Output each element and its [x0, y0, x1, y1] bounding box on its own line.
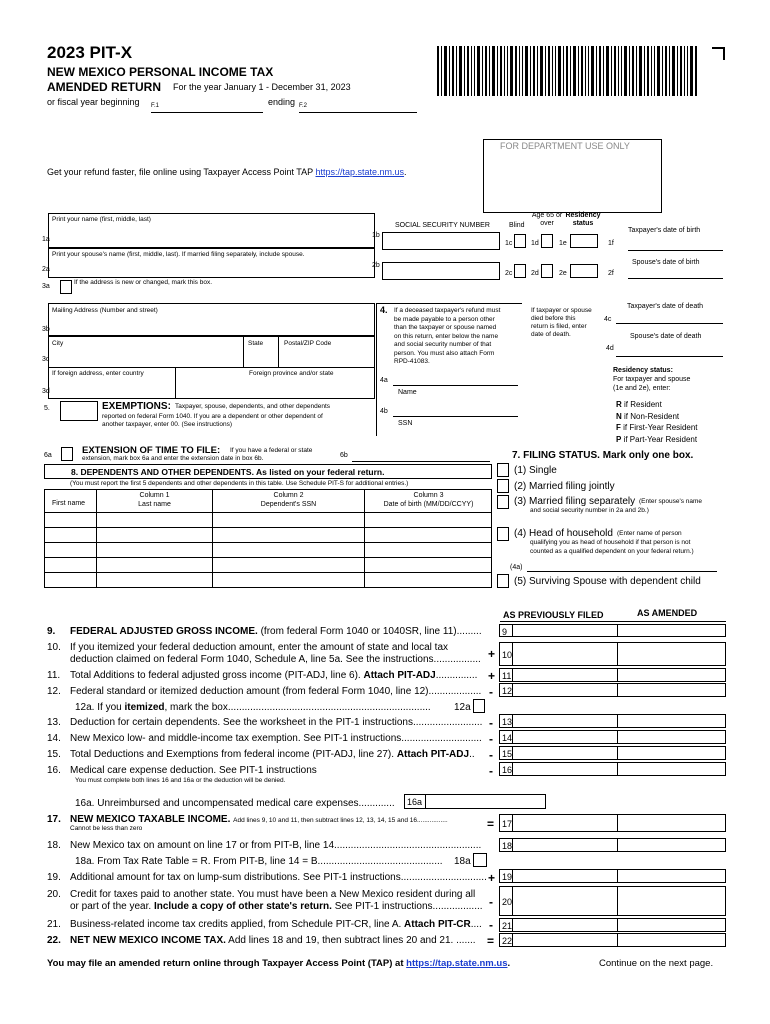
spouse-name-field[interactable] [48, 248, 375, 278]
line-13-box-label: 13 [499, 714, 513, 728]
dependents-col-3: Column 3 Date of birth (MM/DD/CCYY) [383, 492, 474, 508]
line-10-amended-input[interactable] [617, 642, 726, 666]
extension-text-2: extension, mark box 6a and enter the extension date in box 6b. [82, 455, 264, 462]
spouse-ssn-input[interactable] [382, 262, 500, 280]
line-5-number: 5. [44, 405, 50, 412]
filing-hoh-note-3: counted as a qualified dependent on your federal return.) [530, 548, 694, 555]
line-9-number: 9. [47, 626, 56, 637]
taxpayer-blind-checkbox[interactable] [514, 234, 526, 248]
line-17-sign: = [487, 817, 495, 831]
line-16-number: 16. [47, 765, 61, 776]
filing-separate-note-1: (Enter spouse's name [639, 498, 703, 505]
taxpayer-ssn-input[interactable] [382, 232, 500, 250]
line-20-text-1: Credit for taxes paid to another state. You must have been a New Mexico resident during all [70, 889, 476, 900]
line-12a-number: 12a [454, 702, 471, 713]
line-20-text-2: or part of the year. Include a copy of other state's return. See PIT-1 instructions.................. [70, 901, 483, 912]
fiscal-begin-code: F.1 [151, 103, 160, 109]
line-12-number: 12. [47, 686, 61, 697]
residency-legend: Residency status: For taxpayer and spouse (1e and 2e), enter: [613, 367, 691, 392]
line-18a-number: 18a [454, 856, 471, 867]
extension-text-1: If you have a federal or state [230, 447, 313, 454]
line-18-box-label: 18 [499, 838, 513, 852]
exemptions-title: EXEMPTIONS: [102, 401, 171, 412]
line-10-box-label: 10 [499, 642, 513, 666]
dependents-title: 8. DEPENDENTS AND OTHER DEPENDENTS. As listed on your federal return. [71, 467, 385, 477]
tax-year-range: For the year January 1 - December 31, 2023 [173, 82, 351, 92]
line-12-sign: - [489, 685, 493, 699]
line-14-number: 14. [47, 733, 61, 744]
state-label: State [248, 340, 264, 347]
line-21-amended-input[interactable] [617, 918, 726, 932]
deceased-instructions: If a deceased taxpayer's refund must be made payable to a person other than the taxpayer or spouse named on this return, enter below the name and social security number of that person. You must also attach Form RPD-41083. [394, 307, 501, 365]
line-10-text-1: If you itemized your federal deduction amount, enter the amount of state and local tax [70, 642, 449, 653]
line-19-previously-filed-input[interactable] [512, 869, 618, 883]
line-16-amended-input[interactable] [617, 762, 726, 776]
line-18-number: 18. [47, 840, 61, 851]
line-12-amended-input[interactable] [617, 683, 726, 697]
dependents-col-2: Column 2 Dependent's SSN [260, 492, 317, 508]
line-10-number: 10. [47, 642, 61, 653]
dependents-header [44, 464, 492, 479]
line-14-amended-input[interactable] [617, 730, 726, 744]
line-13-previously-filed-input[interactable] [512, 714, 618, 728]
line-18-text: New Mexico tax on amount on line 17 or from PIT-B, line 14..................................................... [70, 840, 482, 851]
mailing-address-label: Mailing Address (Number and street) [52, 307, 158, 314]
line-2c-label: 2c [505, 270, 513, 277]
form-title: NEW MEXICO PERSONAL INCOME TAX [47, 65, 274, 79]
line-14-box-label: 14 [499, 730, 513, 744]
line-20-previously-filed-input[interactable] [512, 886, 618, 916]
line-2a-label: 2a [42, 266, 50, 273]
filing-hoh-note-1: (Enter name of person [617, 530, 682, 537]
line-19-number: 19. [47, 872, 61, 883]
line-11-amended-input[interactable] [617, 668, 726, 682]
line-22-text: NET NEW MEXICO INCOME TAX. Add lines 18 and 19, then subtract lines 20 and 21. ....... [70, 935, 476, 946]
dependents-col-first-name: First name [52, 500, 86, 507]
line-16a-number: 16a [407, 797, 423, 807]
filing-single-label: (1) Single [514, 465, 557, 476]
line-19-text: Additional amount for tax on lump-sum distributions. See PIT-1 instructions............................... [70, 872, 487, 883]
residency-column-label: Residency status [565, 212, 601, 227]
line-22-previously-filed-input[interactable] [512, 933, 618, 947]
line-22-amended-input[interactable] [617, 933, 726, 947]
deceased-payee-ssn-input[interactable] [393, 404, 518, 416]
line-15-number: 15. [47, 749, 61, 760]
foreign-province-label: Foreign province and/or state [249, 370, 334, 377]
taxpayer-age65-checkbox[interactable] [541, 234, 553, 248]
spouse-blind-checkbox[interactable] [514, 264, 526, 278]
line-11-sign: + [488, 669, 496, 683]
fiscal-begin-input[interactable] [158, 100, 262, 112]
line-20-amended-input[interactable] [617, 886, 726, 916]
dependent-row[interactable] [45, 558, 491, 572]
mailing-address-field[interactable] [48, 303, 375, 336]
taxpayer-death-input[interactable] [616, 311, 723, 323]
fiscal-end-input[interactable] [310, 100, 416, 112]
continue-next-page: Continue on the next page. [599, 958, 714, 969]
line-20-number: 20. [47, 889, 61, 900]
extension-title: EXTENSION OF TIME TO FILE: [82, 445, 221, 456]
line-1a-label: 1a [42, 236, 50, 243]
dependents-note: (You must report the first 5 dependents and other dependents in this table. Use Schedule PIT-S for additional entries.) [70, 480, 409, 487]
line-12-text: Federal standard or itemized deduction amount (from federal Form 1040, line 12)................... [70, 686, 482, 697]
line-10-previously-filed-input[interactable] [512, 642, 618, 666]
taxpayer-residency-input[interactable] [570, 234, 598, 248]
filing-surviving-spouse-label: (5) Surviving Spouse with dependent child [514, 576, 701, 587]
line-11-text: Total Additions to federal adjusted gross income (PIT-ADJ, line 6). Attach PIT-ADJ............... [70, 670, 478, 681]
residency-codes: R if Resident N if Non-Resident F if First-Year Resident P if Part-Year Resident [616, 400, 698, 444]
line-12-box-label: 12 [499, 683, 513, 697]
line-12a-text: 12a. If you itemized, mark the box......................................................................... [75, 702, 431, 713]
line-21-number: 21. [47, 919, 61, 930]
department-use-box [483, 139, 662, 213]
spouse-death-label: Spouse's date of death [630, 333, 702, 340]
line-17-previously-filed-input[interactable] [512, 814, 618, 832]
taxpayer-dob-input[interactable] [628, 236, 723, 250]
line-4d-label: 4d [606, 345, 614, 352]
extension-checkbox[interactable] [61, 447, 73, 461]
line-21-box-label: 21 [499, 918, 513, 932]
line-10-text-2: deduction claimed on federal Form 1040, Schedule A, line 5a. See the instructions................. [70, 654, 481, 665]
line-4c-label: 4c [604, 316, 612, 323]
line-16-note: You must complete both lines 16 and 16a or the deduction will be denied. [75, 777, 286, 784]
fiscal-ending-label: ending [268, 97, 296, 107]
line-4b-label: 4b [380, 408, 388, 415]
line-17-note: Cannot be less than zero [70, 825, 143, 832]
fiscal-year-label: or fiscal year beginning [47, 97, 140, 107]
line-15-box-label: 15 [499, 746, 513, 760]
line-3d-label: 3d [42, 388, 50, 395]
line-21-sign: - [489, 918, 493, 932]
foreign-province-field[interactable] [175, 367, 375, 399]
exemptions-text-3: another taxpayer, enter 00. (See instructions) [102, 421, 233, 428]
form-subtitle: AMENDED RETURN [47, 80, 161, 94]
dependent-row[interactable] [45, 573, 491, 587]
blind-column-label: Blind [509, 222, 525, 229]
line-9-previously-filed-input[interactable] [512, 624, 618, 637]
line-12-previously-filed-input[interactable] [512, 683, 618, 697]
line-13-amended-input[interactable] [617, 714, 726, 728]
line-15-sign: - [489, 748, 493, 762]
deceased-payee-name-input[interactable] [393, 373, 518, 385]
line-15-previously-filed-input[interactable] [512, 746, 618, 760]
line-14-sign: - [489, 732, 493, 746]
spouse-residency-input[interactable] [570, 264, 598, 278]
extension-date-input[interactable] [352, 449, 490, 461]
line-22-sign: = [487, 934, 495, 948]
line-1f-label: 1f [608, 240, 614, 247]
corner-mark [712, 47, 725, 60]
dependent-row[interactable] [45, 514, 491, 527]
line-9-text: FEDERAL ADJUSTED GROSS INCOME. (from federal Form 1040 or 1040SR, line 11)......... [70, 626, 482, 637]
taxpayer-dob-label: Taxpayer's date of birth [628, 227, 701, 234]
line-11-number: 11. [47, 670, 61, 681]
line-15-text: Total Deductions and Exemptions from federal income (PIT-ADJ, line 27). Attach PIT-ADJ.. [70, 749, 475, 760]
spouse-dob-label: Spouse's date of birth [632, 259, 700, 266]
line-1d-label: 1d [531, 240, 539, 247]
age65-column-label: Age 65 or over [531, 212, 563, 227]
line-9-amended-input[interactable] [617, 624, 726, 637]
line-18a-text: 18a. From Tax Rate Table = R. From PIT-B, line 14 = B............................................. [75, 856, 443, 867]
line-4a-label: 4a [380, 377, 388, 384]
line-10-sign: + [488, 647, 496, 661]
line-2d-label: 2d [531, 270, 539, 277]
zip-field[interactable] [278, 336, 375, 368]
filing-hoh-note-2: qualifying you as head of household if that person is not [530, 539, 691, 546]
filing-surviving-spouse-checkbox[interactable] [497, 574, 509, 588]
barcode [437, 46, 699, 96]
line-1e-label: 1e [559, 240, 567, 247]
line-4-number: 4. [380, 305, 388, 315]
taxpayer-death-label: Taxpayer's date of death [627, 303, 704, 310]
line-16-sign: - [489, 764, 493, 778]
spouse-death-input[interactable] [616, 344, 723, 356]
line-9-box-label: 9 [499, 624, 513, 637]
zip-label: Postal/ZIP Code [284, 340, 332, 347]
line-19-box-label: 19 [499, 869, 513, 883]
hoh-person-input[interactable] [527, 560, 717, 571]
line-11-box-label: 11 [499, 668, 513, 682]
line-16-text: Medical care expense deduction. See PIT-1 instructions [70, 765, 317, 776]
line-3a-label: 3a [42, 283, 50, 290]
line-18-previously-filed-input[interactable] [512, 838, 618, 852]
exemptions-text-2: reported on federal Form 1040. If you are a dependent or other dependent of [102, 413, 323, 420]
dependents-col-1: Column 1 Last name [138, 492, 171, 508]
line-17-amended-input[interactable] [617, 814, 726, 832]
filing-single-checkbox[interactable] [497, 463, 509, 477]
fiscal-end-code: F.2 [299, 103, 308, 109]
filing-separate-note-2: and social security number in 2a and 2b.) [530, 507, 649, 514]
line-12a-itemized-checkbox[interactable] [473, 699, 485, 713]
exemptions-input[interactable] [60, 401, 98, 421]
line-13-sign: - [489, 716, 493, 730]
line-16a-text: 16a. Unreimbursed and uncompensated medical care expenses............. [75, 798, 395, 809]
payee-ssn-label: SSN [398, 420, 413, 427]
tap-promo-text: Get your refund faster, file online using Taxpayer Access Point TAP https://tap.state.nm.us. [47, 167, 407, 177]
tap-link[interactable]: https://tap.state.nm.us [315, 167, 405, 177]
department-use-label: FOR DEPARTMENT USE ONLY [500, 141, 630, 151]
foreign-country-field[interactable] [48, 367, 176, 399]
line-15-amended-input[interactable] [617, 746, 726, 760]
filing-hoh-checkbox[interactable] [497, 527, 509, 541]
line-6a-label: 6a [44, 452, 52, 459]
dependent-row[interactable] [45, 528, 491, 542]
line-18-amended-input[interactable] [617, 838, 726, 852]
line-21-text: Business-related income tax credits applied, from Schedule PIT-CR, line A. Attach PIT-CR.... [70, 919, 482, 930]
line-1b-label: 1b [372, 232, 380, 239]
footer-text: You may file an amended return online through Taxpayer Access Point (TAP) at https://tap.state.nm.us. [47, 958, 511, 969]
line-17-box-label: 17 [499, 814, 513, 832]
form-id: 2023 PIT-X [47, 43, 133, 62]
footer-tap-link[interactable]: https://tap.state.nm.us [406, 958, 508, 969]
line-2e-label: 2e [559, 270, 567, 277]
foreign-country-label: If foreign address, enter country [52, 370, 144, 377]
city-field[interactable] [48, 336, 244, 368]
filing-status-title: 7. FILING STATUS. Mark only one box. [512, 450, 694, 461]
taxpayer-name-label: Print your name (first, middle, last) [52, 216, 151, 223]
line-3c-label: 3c [42, 356, 50, 363]
spouse-dob-input[interactable] [628, 266, 723, 278]
filing-separate-checkbox[interactable] [497, 495, 509, 509]
line-19-amended-input[interactable] [617, 869, 726, 883]
line-2b-label: 2b [372, 262, 380, 269]
filing-joint-checkbox[interactable] [497, 479, 509, 493]
spouse-name-label: Print your spouse's name (first, middle, last). If married filing separately, include spouse. [52, 251, 305, 258]
line-20-sign: - [489, 895, 493, 909]
col-previously-filed: AS PREVIOUSLY FILED [503, 610, 604, 620]
col-as-amended: AS AMENDED [637, 608, 698, 618]
line-17-text: NEW MEXICO TAXABLE INCOME. Add lines 9, 10 and 11, then subtract lines 12, 13, 14, 15 and 16................. [70, 814, 448, 825]
line-14-text: New Mexico low- and middle-income tax exemption. See PIT-1 instructions............................. [70, 733, 482, 744]
line-17-number: 17. [47, 814, 61, 825]
line-2f-label: 2f [608, 270, 614, 277]
line-21-previously-filed-input[interactable] [512, 918, 618, 932]
exemptions-text-1: Taxpayer, spouse, dependents, and other dependents [175, 403, 331, 410]
line-22-box-label: 22 [499, 933, 513, 947]
address-changed-label: If the address is new or changed, mark this box. [74, 279, 213, 286]
line-14-previously-filed-input[interactable] [512, 730, 618, 744]
line-3b-label: 3b [42, 326, 50, 333]
line-19-sign: + [488, 871, 496, 885]
line-18a-method-input[interactable] [473, 853, 487, 867]
address-changed-checkbox[interactable] [60, 280, 72, 294]
line-4a-hoh-label: (4a) [510, 564, 523, 571]
line-11-previously-filed-input[interactable] [512, 668, 618, 682]
line-16-box-label: 16 [499, 762, 513, 776]
ssn-column-label: SOCIAL SECURITY NUMBER [395, 222, 490, 229]
date-of-death-instructions: If taxpayer or spouse died before this return is filed, enter date of death. [531, 307, 592, 338]
filing-hoh-label: (4) Head of household [514, 528, 613, 539]
state-field[interactable] [243, 336, 279, 368]
filing-separate-label: (3) Married filing separately [514, 496, 636, 507]
payee-name-label: Name [398, 389, 417, 396]
line-13-text: Deduction for certain dependents. See the worksheet in the PIT-1 instructions......................... [70, 717, 483, 728]
line-1c-label: 1c [505, 240, 513, 247]
amount-grid [499, 622, 727, 948]
spouse-age65-checkbox[interactable] [541, 264, 553, 278]
line-16-previously-filed-input[interactable] [512, 762, 618, 776]
line-13-number: 13. [47, 717, 61, 728]
line-22-number: 22. [47, 935, 61, 946]
dependent-row[interactable] [45, 543, 491, 557]
taxpayer-name-field[interactable] [48, 213, 375, 248]
city-label: City [52, 340, 64, 347]
line-6b-label: 6b [340, 452, 348, 459]
filing-joint-label: (2) Married filing jointly [514, 481, 615, 492]
line-20-box-label: 20 [499, 886, 513, 916]
